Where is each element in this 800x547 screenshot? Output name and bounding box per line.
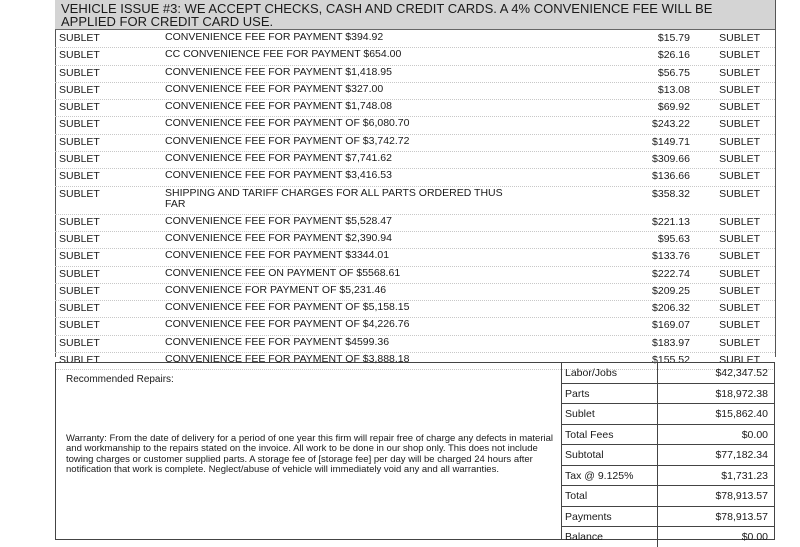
- line-item-amount: $155.52: [652, 354, 690, 367]
- table-row: [55, 83, 775, 100]
- totals-label: Total: [565, 490, 588, 502]
- totals-label: Subtotal: [565, 449, 604, 461]
- line-item-code: SUBLET: [719, 284, 760, 297]
- line-item-code: SUBLET: [719, 66, 760, 79]
- line-item-amount: $222.74: [652, 267, 690, 280]
- totals-divider: [657, 507, 658, 527]
- totals-label: Sublet: [565, 408, 595, 420]
- line-item-code: SUBLET: [719, 49, 760, 62]
- totals-label: Tax @ 9.125%: [565, 469, 634, 482]
- line-item-description: CC CONVENIENCE FEE FOR PAYMENT $654.00: [165, 48, 402, 61]
- line-item-amount: $358.32: [652, 187, 690, 200]
- totals-divider: [657, 363, 658, 383]
- line-item-description: CONVENIENCE FEE FOR PAYMENT OF $4,226.76: [165, 318, 410, 331]
- line-item-amount: $169.07: [652, 319, 690, 332]
- line-item-code: SUBLET: [719, 135, 760, 148]
- line-item-code: SUBLET: [719, 302, 760, 315]
- line-item-code: SUBLET: [719, 170, 760, 183]
- line-item-description: CONVENIENCE FEE FOR PAYMENT $5,528.47: [165, 214, 392, 227]
- line-item-description: CONVENIENCE FEE FOR PAYMENT $1,748.08: [165, 100, 392, 113]
- line-item-amount: $15.79: [657, 32, 690, 44]
- totals-value: $15,862.40: [715, 408, 768, 420]
- totals-row: [561, 445, 774, 466]
- totals-divider: [657, 466, 658, 486]
- totals-row: [561, 363, 774, 384]
- totals-divider: [657, 404, 658, 424]
- totals-value: $1,731.23: [721, 469, 768, 482]
- totals-label: Payments: [565, 510, 612, 523]
- line-item-type: SUBLET: [59, 215, 100, 228]
- line-item-amount: $209.25: [652, 284, 690, 297]
- totals-value: $18,972.38: [715, 387, 768, 400]
- totals-value: $78,913.57: [715, 490, 768, 502]
- table-row: [55, 318, 775, 335]
- totals-label: Balance: [565, 531, 603, 543]
- line-item-description: CONVENIENCE FEE FOR PAYMENT $7,741.62: [165, 152, 392, 165]
- table-row: [55, 152, 775, 169]
- line-item-type: SUBLET: [59, 32, 100, 44]
- totals-divider: [657, 527, 658, 547]
- totals-label: Total Fees: [565, 428, 614, 441]
- line-item-code: SUBLET: [719, 336, 760, 349]
- line-item-amount: $149.71: [652, 135, 690, 148]
- totals-table: [561, 363, 774, 547]
- line-item-type: SUBLET: [59, 336, 100, 349]
- line-item-description: CONVENIENCE FEE FOR PAYMENT $394.92: [165, 31, 384, 43]
- totals-label: Parts: [565, 387, 590, 400]
- totals-row: [561, 527, 774, 547]
- totals-value: $78,913.57: [715, 510, 768, 523]
- table-row: [55, 100, 775, 117]
- totals-row: [561, 425, 774, 446]
- line-item-code: SUBLET: [719, 232, 760, 245]
- line-item-amount: $183.97: [652, 336, 690, 349]
- line-item-type: SUBLET: [59, 170, 100, 183]
- totals-value: $42,347.52: [715, 367, 768, 379]
- totals-label: Labor/Jobs: [565, 367, 617, 379]
- line-item-code: SUBLET: [719, 267, 760, 280]
- line-item-description: CONVENIENCE FEE FOR PAYMENT OF $6,080.70: [165, 117, 410, 130]
- line-item-description: CONVENIENCE FEE FOR PAYMENT OF $3,742.72: [165, 134, 410, 147]
- table-row: [55, 232, 775, 249]
- line-item-amount: $56.75: [657, 66, 690, 79]
- line-item-amount: $206.32: [652, 302, 690, 315]
- totals-row: [561, 486, 774, 507]
- line-item-amount: $69.92: [657, 101, 690, 114]
- line-item-amount: $26.16: [657, 49, 690, 62]
- line-item-description: CONVENIENCE FEE FOR PAYMENT OF $5,158.15: [165, 301, 410, 314]
- totals-value: $77,182.34: [715, 449, 768, 461]
- line-item-type: SUBLET: [59, 66, 100, 79]
- line-item-type: SUBLET: [59, 354, 100, 367]
- vehicle-issue-header: [55, 0, 775, 30]
- totals-divider: [657, 425, 658, 445]
- line-item-amount: $133.76: [652, 250, 690, 263]
- line-item-description: SHIPPING AND TARIFF CHARGES FOR ALL PARTS ORDERED THUS FAR: [165, 186, 503, 210]
- line-items-table: [55, 31, 775, 370]
- table-row: [55, 249, 775, 266]
- line-item-type: SUBLET: [59, 302, 100, 315]
- line-item-type: SUBLET: [59, 187, 100, 200]
- line-item-code: SUBLET: [719, 101, 760, 114]
- line-item-code: SUBLET: [719, 83, 760, 96]
- line-item-description: CONVENIENCE FEE FOR PAYMENT OF $3,888.18: [165, 353, 410, 366]
- line-item-amount: $95.63: [657, 232, 690, 245]
- table-row: [55, 215, 775, 232]
- line-item-type: SUBLET: [59, 232, 100, 245]
- line-item-code: SUBLET: [719, 250, 760, 263]
- table-row: [55, 187, 775, 215]
- line-item-type: SUBLET: [59, 250, 100, 263]
- totals-divider: [657, 486, 658, 506]
- totals-value: $0.00: [741, 428, 768, 441]
- totals-value: $0.00: [741, 531, 768, 543]
- line-item-code: SUBLET: [719, 118, 760, 131]
- line-item-type: SUBLET: [59, 101, 100, 114]
- line-item-description: CONVENIENCE FEE FOR PAYMENT $2,390.94: [165, 231, 392, 244]
- warranty-text: Warranty: From the date of delivery for a period of one year this firm will repair free of charge any defects in material and workmanship to the repairs stated on the invoice. All work to be done in our shop only. This does not include towing charges or customer supplied parts. A storage fee of [storage fee] per day will be charged 24 hours after notification that work is complete. Neglect/abuse of vehicle will immediately void any and all warranties.: [66, 433, 553, 476]
- totals-row: [561, 507, 774, 528]
- line-item-type: SUBLET: [59, 118, 100, 131]
- table-row: [55, 284, 775, 301]
- table-row: [55, 117, 775, 134]
- totals-row: [561, 466, 774, 487]
- table-row: [55, 336, 775, 353]
- line-item-code: SUBLET: [719, 187, 760, 200]
- line-item-amount: $13.08: [657, 83, 690, 96]
- frame-right-border: [775, 0, 776, 357]
- table-row: [55, 267, 775, 284]
- totals-row: [561, 404, 774, 425]
- table-row: [55, 169, 775, 186]
- line-item-description: CONVENIENCE FEE FOR PAYMENT $3344.01: [165, 249, 390, 262]
- recommended-repairs-label: Recommended Repairs:: [66, 374, 174, 385]
- line-item-type: SUBLET: [59, 267, 100, 280]
- invoice-summary: [55, 362, 775, 543]
- line-item-code: SUBLET: [719, 153, 760, 166]
- line-item-description: CONVENIENCE FEE FOR PAYMENT $327.00: [165, 82, 384, 95]
- totals-row: [561, 384, 774, 405]
- table-row: [55, 66, 775, 83]
- table-row: [55, 48, 775, 65]
- table-row: [55, 135, 775, 152]
- totals-divider: [657, 384, 658, 404]
- table-row: [55, 301, 775, 318]
- line-item-type: SUBLET: [59, 135, 100, 148]
- line-item-code: SUBLET: [719, 215, 760, 228]
- vehicle-issue-notice: VEHICLE ISSUE #3: WE ACCEPT CHECKS, CASH AND CREDIT CARDS. A 4% CONVENIENCE FEE WILL BE APPLIED FOR CREDIT CARD USE.: [61, 1, 713, 29]
- line-item-type: SUBLET: [59, 153, 100, 166]
- line-item-code: SUBLET: [719, 32, 760, 44]
- line-item-description: CONVENIENCE FOR PAYMENT OF $5,231.46: [165, 283, 387, 296]
- line-item-type: SUBLET: [59, 319, 100, 332]
- line-item-type: SUBLET: [59, 83, 100, 96]
- line-item-description: CONVENIENCE FEE ON PAYMENT OF $5568.61: [165, 266, 401, 279]
- line-item-type: SUBLET: [59, 49, 100, 62]
- table-row: [55, 31, 775, 48]
- line-item-type: SUBLET: [59, 284, 100, 297]
- notes-panel: [56, 363, 562, 539]
- line-item-amount: $221.13: [652, 215, 690, 228]
- line-item-amount: $136.66: [652, 170, 690, 183]
- line-item-description: CONVENIENCE FEE FOR PAYMENT $3,416.53: [165, 169, 392, 182]
- line-item-code: SUBLET: [719, 319, 760, 332]
- line-item-code: SUBLET: [719, 354, 760, 367]
- totals-divider: [657, 445, 658, 465]
- line-item-amount: $243.22: [652, 118, 690, 131]
- line-item-description: CONVENIENCE FEE FOR PAYMENT $1,418.95: [165, 65, 392, 78]
- line-item-description: CONVENIENCE FEE FOR PAYMENT $4599.36: [165, 335, 390, 348]
- line-item-amount: $309.66: [652, 153, 690, 166]
